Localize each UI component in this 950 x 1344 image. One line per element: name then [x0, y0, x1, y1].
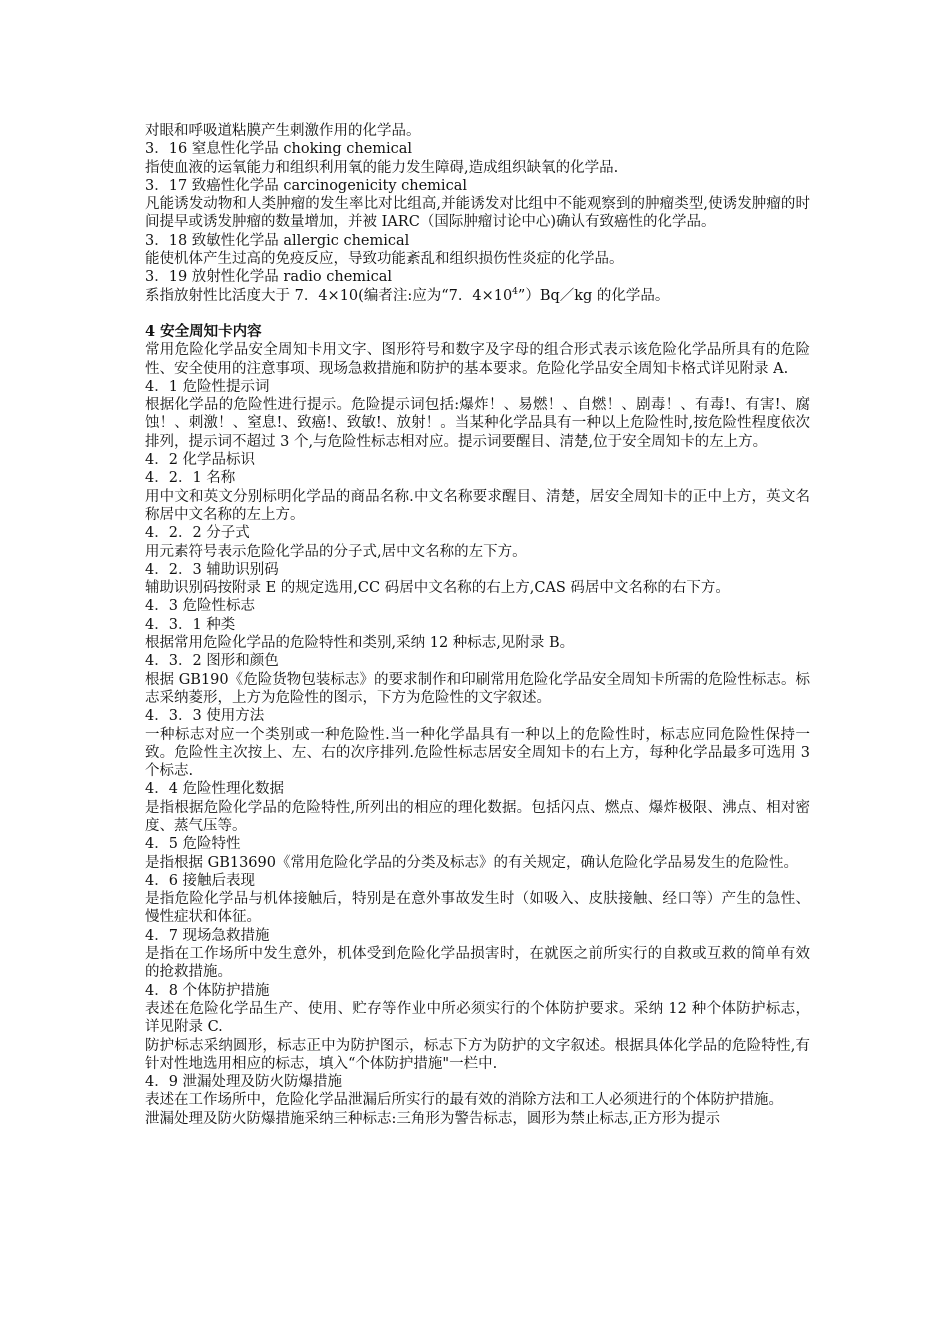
section-3-19-body-b: ”）Bq／kg 的化学品。 — [517, 287, 670, 304]
section-4-3-3-title: 4．3．3 使用方法 — [145, 708, 265, 725]
section-4-intro: 常用危险化学品安全周知卡用文字、图形符号和数字及字母的组合形式表示该危险化学品所具有的危险性、安全使用的注意事项、现场急救措施和防护的基本要求。危险化学品安全周知卡格式详见附录 A. — [145, 342, 810, 377]
blank-line — [145, 305, 810, 323]
section-4-3-3-body: 一种标志对应一个类别或一种危险性.当一种化学晶具有一种以上的危险性时，标志应同危险性保持一致。危险性主次按上、左、右的次序排列.危险性标志居安全周知卡的右上方，每种化学品最多可选用 3 个标志. — [145, 726, 810, 780]
section-4-2-3-title: 4．2．3 辅助识别码 — [145, 561, 279, 578]
section-4-5-title: 4．5 危险特性 — [145, 836, 241, 853]
section-4-2-1-title: 4．2．1 名称 — [145, 470, 236, 487]
section-4-6-body: 是指危险化学品与机体接触后，特别是在意外事故发生时（如吸入、皮肤接触、经口等）产生的急性、慢性症状和体征。 — [145, 891, 810, 926]
section-4-9-body-2: 泄漏处理及防火防爆措施采纳三种标志:三角形为警告标志，圆形为禁止标志,正方形为提示 — [145, 1110, 720, 1127]
section-4-3-1-title: 4．3．1 种类 — [145, 616, 236, 633]
section-4-2-2-title: 4．2．2 分子式 — [145, 525, 250, 542]
section-4-8-body-1: 表述在危险化学品生产、使用、贮存等作业中所必须实行的个体防护要求。采纳 12 种个体防护标志，详见附录 C. — [145, 1000, 810, 1036]
section-3-19-body — [145, 287, 810, 305]
section-4-7-title: 4．7 现场急救措施 — [145, 927, 270, 944]
section-4-9-title: 4．9 泄漏处理及防火防爆措施 — [145, 1074, 343, 1091]
section-4-6-title: 4．6 接触后表现 — [145, 872, 256, 889]
section-4-1-title: 4．1 危险性提示词 — [145, 378, 270, 395]
section-4-2-3-body: 辅助识别码按附录 E 的规定选用,CC 码居中文名称的右上方,CAS 码居中文名称的右下方。 — [145, 580, 730, 597]
section-4-heading: 4 安全周知卡内容 — [145, 322, 262, 340]
section-3-19-title: 3．19 放射性化学品 radio chemical — [145, 269, 393, 286]
section-3-16-body: 指使血液的运氧能力和组织利用氧的能力发生障碍,造成组织缺氧的化学品. — [145, 159, 619, 176]
section-4-2-title: 4．2 化学品标识 — [145, 452, 256, 469]
section-3-tail: 对眼和呼吸道粘膜产生刺激作用的化学品。 — [145, 123, 421, 139]
section-4-1-body: 根据化学品的危险性进行提示。危险提示词包括:爆炸！、易燃！、自燃！、剧毒！、有毒!、有害!、腐蚀！、刺激！、窒息!、致癌!、致敏!、放射！。当某种化学品具有一种以上危险性时,按危险性程度依次排列，提示词不超过 3 个,与危险性标志相对应。提示词要醒目、清楚,位于安全周知卡的左上方。 — [145, 397, 810, 450]
section-4-3-title: 4．3 危险性标志 — [145, 598, 256, 615]
section-4-3-2-body: 根据 GB190《危险货物包装标志》的要求制作和印刷常用危险化学品安全周知卡所需的危险性标志。标志采纳菱形，上方为危险性的图示，下方为危险性的文字叙述。 — [145, 671, 810, 706]
section-4-8-title: 4．8 个体防护措施 — [145, 982, 270, 999]
section-4-5-body: 是指根据 GB13690《常用危险化学品的分类及标志》的有关规定，确认危险化学品易发生的危险性。 — [145, 854, 798, 871]
section-4-4-title: 4．4 危险性理化数据 — [145, 781, 285, 798]
section-4-3-1-body: 根据常用危险化学品的危险特性和类别,采纳 12 种标志,见附录 B。 — [145, 635, 575, 652]
section-3-17-title: 3．17 致癌性化学品 carcinogenicity chemical — [145, 177, 467, 194]
section-3-19-body-a: 系指放射性比活度大于 7．4×10(编者注:应为“7．4×10 — [145, 287, 513, 304]
section-3-18-title: 3．18 致敏性化学品 allergic chemical — [145, 232, 410, 249]
document-page — [145, 122, 810, 1128]
section-4-2-1-body: 用中文和英文分别标明化学品的商品名称.中文名称要求醒目、清楚，居安全周知卡的正中上方，英文名称居中文名称的左上方。 — [145, 488, 810, 523]
section-4-8-body-2: 防护标志采纳圆形，标志正中为防护图示，标志下方为防护的文字叙述。根据具体化学品的危险特性,有针对性地选用相应的标志，填入“个体防护措施"一栏中. — [145, 1037, 810, 1072]
section-3-17-body: 凡能诱发动物和人类肿瘤的发生率比对比组高,并能诱发对比组中不能观察到的肿瘤类型,使诱发肿瘤的时间提早或诱发肿瘤的数量增加，并被 IARC（国际肿瘤讨论中心)确认有致癌性的化学品。 — [145, 196, 810, 231]
section-4-9-body-1: 表述在工作场所中，危险化学品泄漏后所实行的最有效的消除方法和工人必须进行的个体防护措施。 — [145, 1092, 783, 1109]
section-4-4-body: 是指根据危险化学品的危险特性,所列出的相应的理化数据。包括闪点、燃点、爆炸极限、沸点、相对密度、蒸气压等。 — [145, 799, 810, 834]
section-4-2-2-body: 用元素符号表示危险化学品的分子式,居中文名称的左下方。 — [145, 543, 527, 560]
section-3-19-superscript: 4 — [512, 286, 518, 297]
section-4-3-2-title: 4．3．2 图形和颜色 — [145, 653, 279, 670]
section-3-16-title: 3．16 窒息性化学品 choking chemical — [145, 141, 413, 158]
section-3-18-body: 能使机体产生过高的免疫反应，导致功能紊乱和组织损伤性炎症的化学品。 — [145, 251, 624, 268]
section-4-7-body: 是指在工作场所中发生意外，机体受到危险化学品损害时，在就医之前所实行的自救或互救的简单有效的抢救措施。 — [145, 946, 810, 981]
